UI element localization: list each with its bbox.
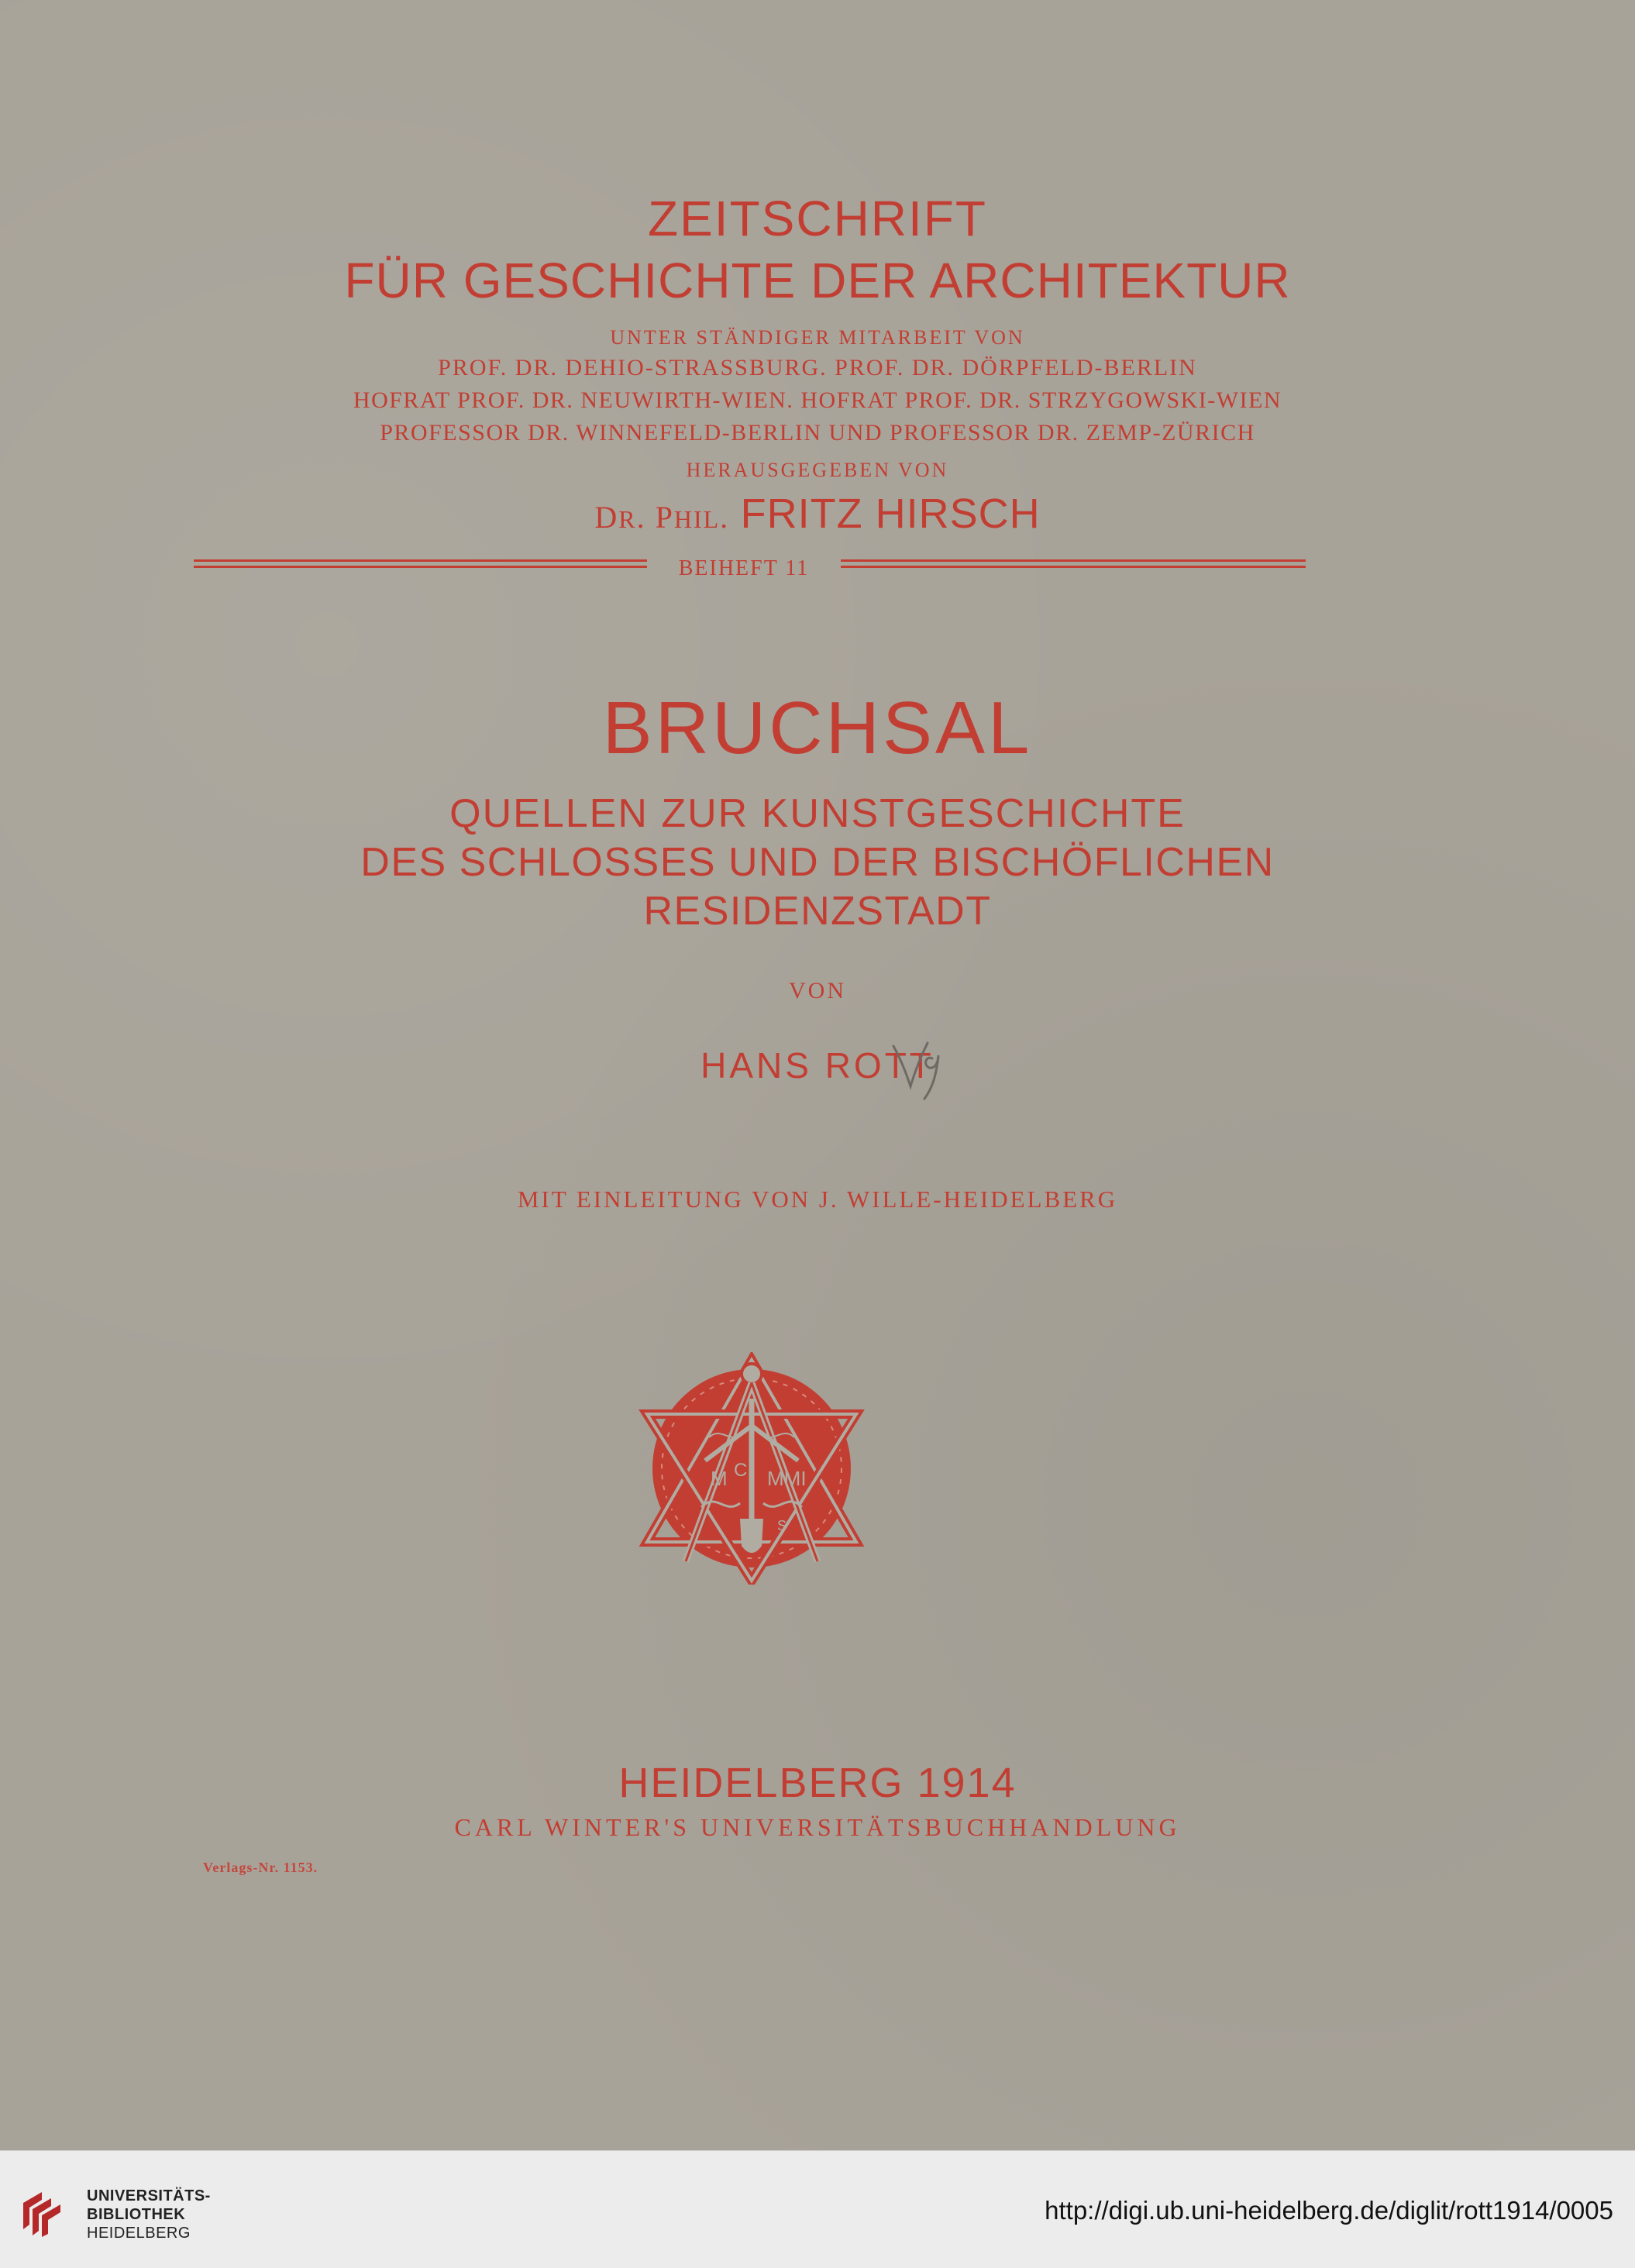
handwritten-mark-icon [887, 1032, 965, 1102]
author-name: HANS ROTT [700, 1045, 935, 1086]
emblem-monogram-left: M [711, 1467, 728, 1490]
collaboration-intro: UNTER STÄNDIGER MITARBEIT VON [610, 326, 1025, 349]
editor [0, 490, 1635, 538]
subtitle-line3: RESIDENZSTADT [643, 889, 992, 934]
by-label: VON [789, 978, 846, 1003]
library-name-line2: BIBLIOTHEK [87, 2206, 186, 2223]
publisher-emblem-icon [624, 1352, 879, 1585]
emblem-monogram-right: MMI [767, 1467, 807, 1490]
contributors-line3: PROFESSOR DR. WINNEFELD-BERLIN UND PROFESSOR DR. ZEMP-ZÜRICH [380, 420, 1255, 446]
document-url-link[interactable]: http://digi.ub.uni-heidelberg.de/diglit/rott1914/0005 [1045, 2196, 1613, 2225]
imprint-city-year: HEIDELBERG 1914 [618, 1760, 1017, 1806]
subtitle-line1: QUELLEN ZUR KUNSTGESCHICHTE [449, 791, 1186, 836]
verlag-number: Verlags-Nr. 1153. [203, 1860, 318, 1875]
digital-library-footer [0, 2150, 1635, 2268]
emblem-monogram-mid: C [734, 1460, 748, 1481]
library-logo-icon[interactable] [19, 2186, 73, 2240]
editor-title: DR. PHIL. [594, 500, 730, 535]
introduction-note: MIT EINLEITUNG VON J. WILLE-HEIDELBERG [517, 1186, 1118, 1213]
library-name[interactable] [87, 2187, 211, 2242]
supplement-number: BEIHEFT 11 [678, 556, 810, 580]
imprint-publisher: CARL WINTER'S UNIVERSITÄTSBUCHHANDLUNG [454, 1813, 1181, 1841]
contributors-line1: PROF. DR. DEHIO-STRASSBURG. PROF. DR. DÖRPFELD-BERLIN [438, 355, 1197, 380]
journal-title-line1: ZEITSCHRIFT [648, 191, 987, 246]
double-rule-left [194, 555, 647, 573]
double-rule-right [841, 555, 1306, 573]
editor-name: FRITZ HIRSCH [740, 490, 1041, 537]
book-title: BRUCHSAL [602, 687, 1033, 769]
subtitle-line2: DES SCHLOSSES UND DER BISCHÖFLICHEN [360, 840, 1275, 885]
editor-intro: HERAUSGEGEBEN VON [686, 459, 949, 481]
emblem-initial: S [777, 1518, 787, 1533]
journal-title-line2: FÜR GESCHICHTE DER ARCHITEKTUR [344, 253, 1291, 308]
library-name-line1: UNIVERSITÄTS- [87, 2187, 211, 2204]
contributors-line2: HOFRAT PROF. DR. NEUWIRTH-WIEN. HOFRAT PROF. DR. STRZYGOWSKI-WIEN [353, 387, 1282, 413]
library-name-line3: HEIDELBERG [87, 2225, 191, 2242]
